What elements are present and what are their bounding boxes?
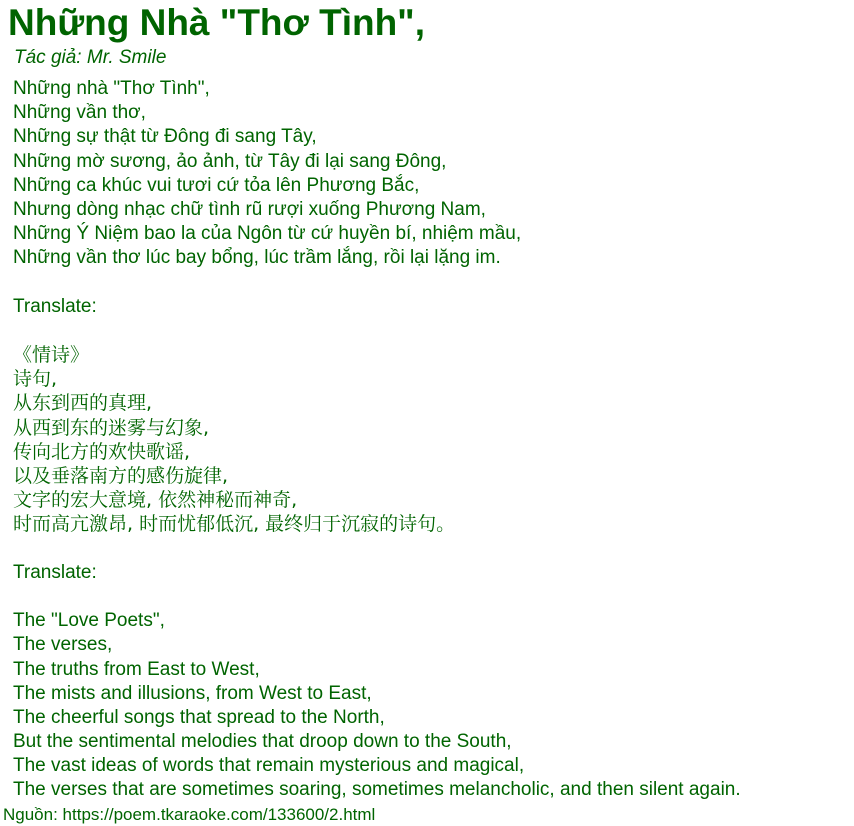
poem-body — [13, 77, 741, 803]
translate-label: Translate: — [13, 295, 97, 317]
blank-line — [13, 585, 741, 609]
poem-line: Những vần thơ, — [13, 102, 146, 124]
poem-line: Những Ý Niệm bao la của Ngôn từ cứ huyền bí, nhiệm mầu, — [13, 223, 522, 245]
vietnamese-stanza — [13, 77, 741, 271]
poem-line: The cheerful songs that spread to the North, — [13, 706, 385, 728]
poem-line: But the sentimental melodies that droop down to the South, — [13, 731, 512, 753]
poem-line: The verses, — [13, 634, 113, 656]
poem-line: 时而高亢激昂, 时而忧郁低沉, 最终归于沉寂的诗句。 — [13, 513, 456, 536]
poem-line: The verses that are sometimes soaring, sometimes melancholic, and then silent again. — [13, 779, 741, 801]
poem-line: 传向北方的欢快歌谣, — [13, 440, 191, 463]
poem-line: Nhưng dòng nhạc chữ tình rũ rượi xuống Phương Nam, — [13, 198, 486, 220]
poem-line: Những sự thật từ Đông đi sang Tây, — [13, 126, 317, 148]
blank-line — [13, 319, 741, 343]
poem-line: 从西到东的迷雾与幻象, — [13, 416, 210, 439]
poem-line: Những ca khúc vui tươi cứ tỏa lên Phương Bắc, — [13, 174, 420, 196]
poem-title: Những Nhà "Thơ Tình", — [8, 2, 426, 43]
poem-line: Những nhà "Thơ Tình", — [13, 78, 210, 99]
english-stanza — [13, 609, 741, 803]
poem-author: Tác giả: Mr. Smile — [14, 47, 167, 68]
poem-line: 《情诗》 — [13, 344, 90, 367]
poem-line: Những mờ sương, ảo ảnh, từ Tây đi lại sang Đông, — [13, 150, 447, 172]
poem-line: The vast ideas of words that remain mysterious and magical, — [13, 755, 525, 777]
poem-line: The truths from East to West, — [13, 658, 260, 680]
poem-line: 从东到西的真理, — [13, 392, 153, 415]
poem-line: The "Love Poets", — [13, 610, 165, 632]
poem-line: The mists and illusions, from West to East, — [13, 682, 372, 704]
poem-line: 文字的宏大意境, 依然神秘而神奇, — [13, 489, 298, 512]
translate-label: Translate: — [13, 561, 97, 583]
source-credit: Nguồn: https://poem.tkaraoke.com/133600/2.html — [3, 805, 376, 824]
blank-line — [13, 271, 741, 295]
blank-line — [13, 537, 741, 561]
chinese-stanza — [13, 343, 741, 537]
poem-line: 诗句, — [13, 368, 58, 391]
poem-line: Những vần thơ lúc bay bổng, lúc trầm lắng, rồi lại lặng im. — [13, 247, 501, 269]
poem-line: 以及垂落南方的感伤旋律, — [13, 465, 229, 487]
